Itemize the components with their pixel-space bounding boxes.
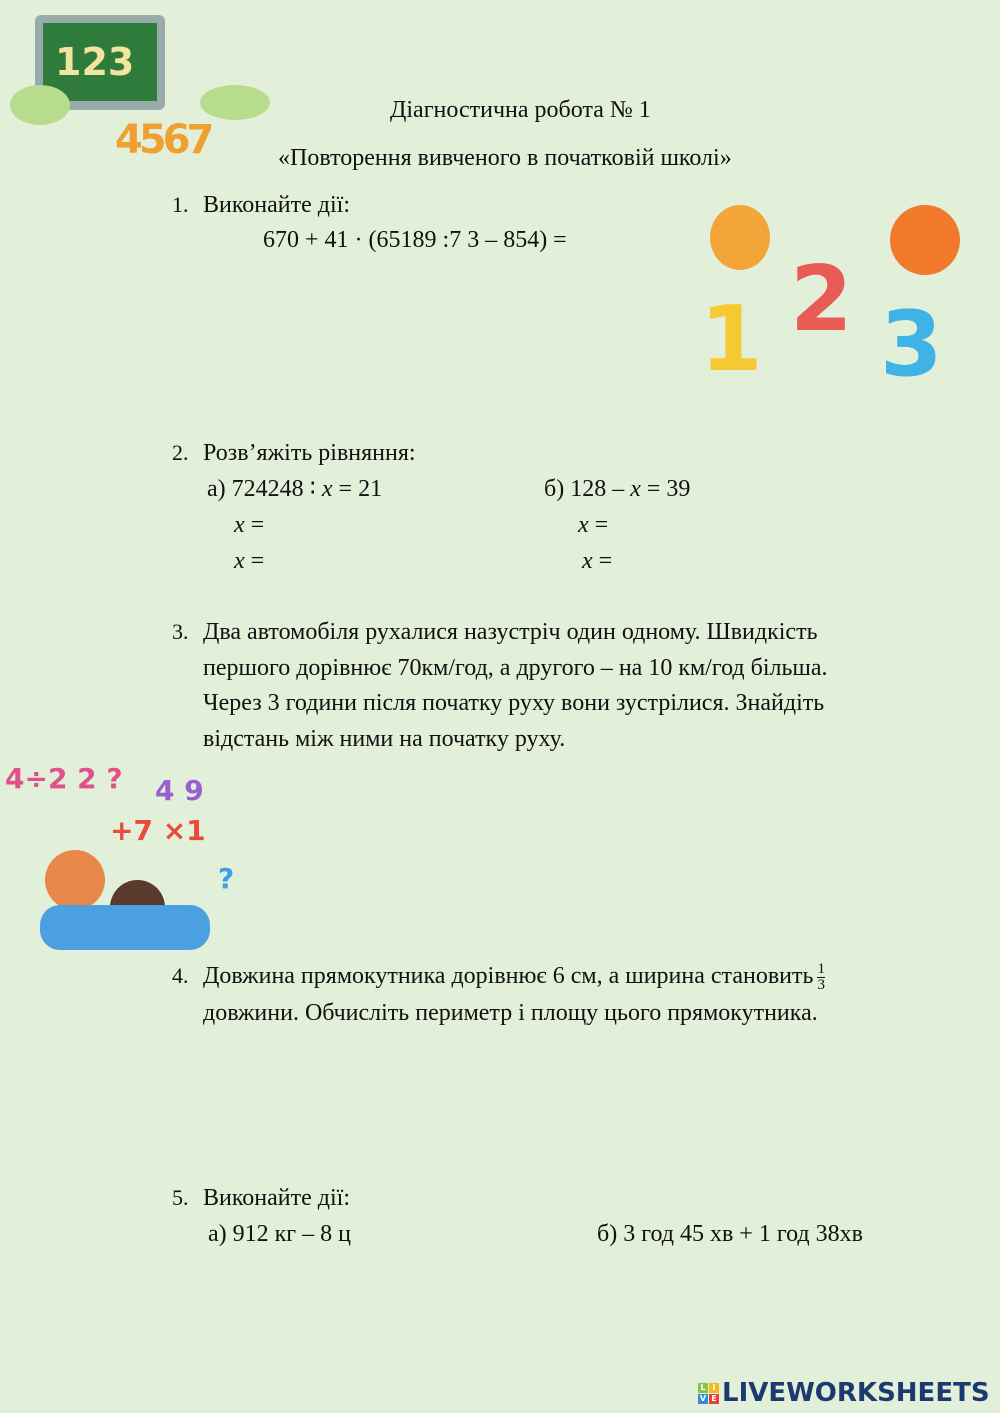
task-3-line-1: Два автомобіля рухалися назустріч один одному. Швидкість [203,619,818,645]
task-2a-answer-line-1[interactable]: x = [234,512,265,538]
worksheet-title: Діагностична робота № 1 [390,97,651,123]
task-4-line-2: довжини. Обчисліть периметр і площу цього прямокутника. [203,1000,818,1026]
logo-text: LIVEWORKSHEETS [722,1378,990,1408]
task-5b: б) 3 год 45 хв + 1 год 38хв [597,1221,863,1247]
task-3-line-4: відстань між ними на початку руху. [203,726,566,752]
screen-digits: 123 [55,40,135,84]
math-symbols-3: +7 ×1 [110,814,206,847]
task-2b-answer-line-1[interactable]: x = [578,512,609,538]
task-3-line-2: першого дорівнює 70км/год, а другого – на 10 км/год більша. [203,655,828,681]
task-4-line-1: Довжина прямокутника дорівнює 6 см, а ширина становить $\frac{1}{3}$ [203,961,825,993]
worksheet-subtitle: «Повторення вивченого в початковій школі» [278,145,732,171]
illustration-kids-math [0,762,250,965]
task-4-number: 4. [172,963,189,988]
big-digit-1: 1 [700,287,763,392]
math-symbols-2: 4 9 [155,774,204,807]
task-1-number: 1. [172,192,189,217]
liveworksheets-logo [698,1378,990,1408]
math-symbols-4: ? [218,862,235,895]
task-2b-equation: б) 128 – x = 39 [544,476,691,502]
task-2-text: Розв’яжіть рівняння: [203,440,416,466]
task-3-number: 3. [172,619,189,644]
task-2b-answer-line-2[interactable]: x = [582,548,613,574]
logo-tiles-icon: L I V E [698,1383,719,1404]
task-5a: а) 912 кг – 8 ц [208,1221,351,1247]
task-2a-equation: а) 724248 ∶ x = 21 [207,476,383,502]
task-1-expression: 670 + 41 · (65189 :7 3 – 854) = [263,227,567,253]
illustration-kids-123 [690,195,980,410]
task-2-number: 2. [172,440,189,465]
big-digit-3: 3 [880,292,943,397]
task-5-number: 5. [172,1185,189,1210]
task-1-text: Виконайте дії: [203,192,350,218]
task-2a-answer-line-2[interactable]: x = [234,548,265,574]
colored-digits: 4567 [115,117,211,163]
task-5-text: Виконайте дії: [203,1185,350,1211]
big-digit-2: 2 [790,247,853,352]
math-symbols-1: 4÷2 2 ? [5,762,123,795]
fraction-one-third: $\frac{1}{3}$ [817,961,825,993]
task-3-line-3: Через 3 години після початку руху вони зустрілися. Знайдіть [203,690,825,716]
